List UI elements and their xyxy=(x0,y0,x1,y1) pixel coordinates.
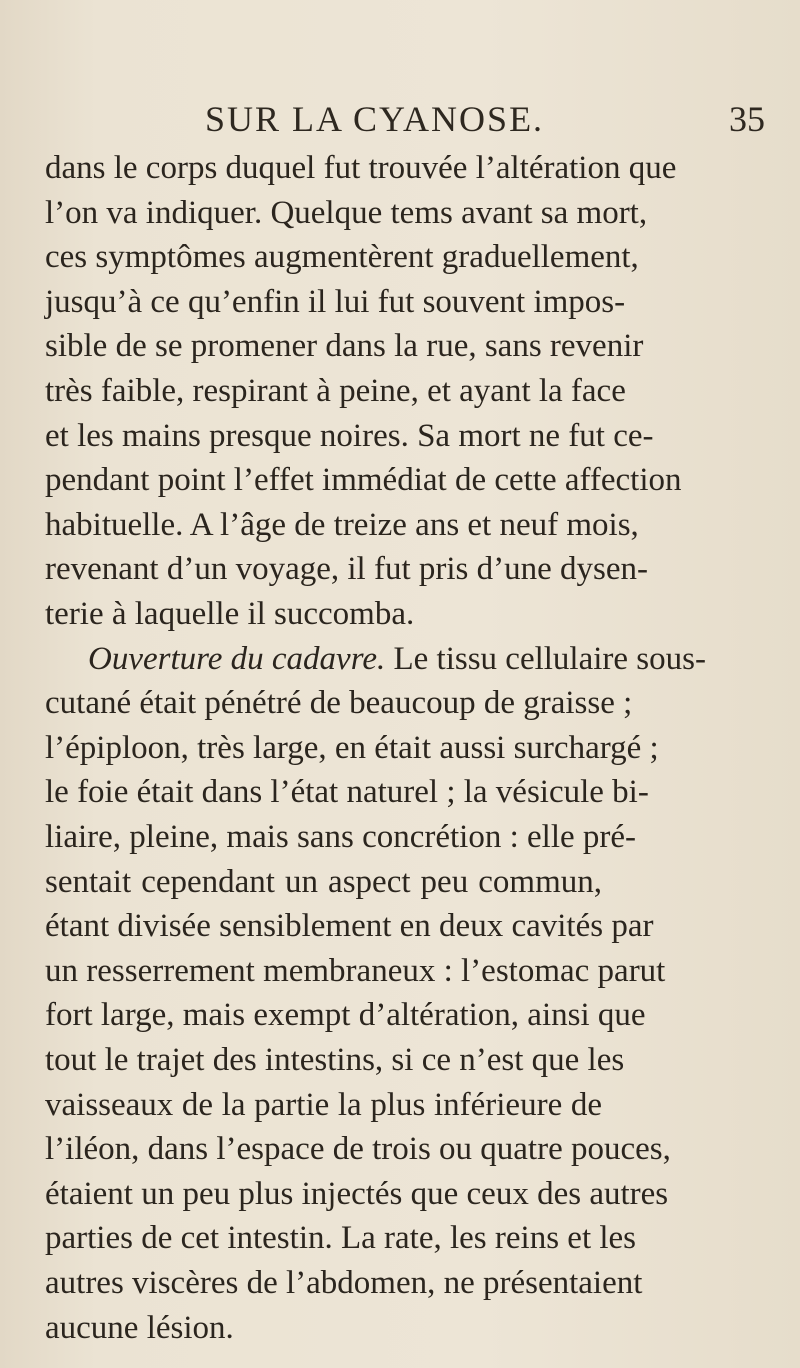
text-line: sentait cependant un aspect peu commun, xyxy=(45,863,602,900)
page-number: 35 xyxy=(729,99,765,139)
text-line-continuation: Le tissu cellulaire sous- xyxy=(385,640,706,677)
text-line: autres viscères de l’abdomen, ne présentaient xyxy=(45,1265,643,1301)
text-line: l’iléon, dans l’espace de trois ou quatre pouces, xyxy=(45,1131,671,1168)
text-line: l’épiploon, très large, en était aussi surchargé ; xyxy=(45,729,659,766)
text-line: cutané était pénétré de beaucoup de graisse ; xyxy=(45,685,633,722)
text-line: ces symptômes augmentèrent graduellement, xyxy=(45,239,639,276)
text-line: le foie était dans l’état naturel ; la vésicule bi- xyxy=(45,774,649,811)
text-line: fort large, mais exempt d’altération, ainsi que xyxy=(45,997,646,1034)
text-line: revenant d’un voyage, il fut pris d’une dysen- xyxy=(45,551,648,588)
text-line: très faible, respirant à peine, et ayant la face xyxy=(45,373,626,409)
text-line: tout le trajet des intestins, si ce n’est que les xyxy=(45,1042,625,1078)
text-line: jusqu’à ce qu’enfin il lui fut souvent impos- xyxy=(45,283,626,320)
text-line: liaire, pleine, mais sans concrétion : elle pré- xyxy=(45,819,637,855)
text-line: et les mains presque noires. Sa mort ne fut ce- xyxy=(45,417,654,454)
text-line: étant divisée sensiblement en deux cavités par xyxy=(45,908,654,945)
text-line: pendant point l’effet immédiat de cette affection xyxy=(45,462,682,499)
text-line: parties de cet intestin. La rate, les reins et les xyxy=(45,1220,637,1257)
text-line: l’on va indiquer. Quelque tems avant sa mort, xyxy=(45,194,648,231)
text-line: dans le corps duquel fut trouvée l’altération que xyxy=(45,150,677,186)
running-head-title: SUR LA CYANOSE. xyxy=(205,99,545,139)
text-line: un resserrement membraneux : l’estomac parut xyxy=(45,952,666,989)
text-line: terie à laquelle il succomba. xyxy=(45,596,415,632)
text-line: vaisseaux de la partie la plus inférieure de xyxy=(45,1086,602,1123)
section-heading: Ouverture du cadavre. xyxy=(88,640,386,677)
text-line: aucune lésion. xyxy=(45,1309,234,1346)
text-line: étaient un peu plus injectés que ceux des autres xyxy=(45,1175,669,1212)
running-head xyxy=(205,98,765,144)
text-line: habituelle. A l’âge de treize ans et neuf mois, xyxy=(45,506,639,543)
text-line: sible de se promener dans la rue, sans revenir xyxy=(45,328,644,365)
